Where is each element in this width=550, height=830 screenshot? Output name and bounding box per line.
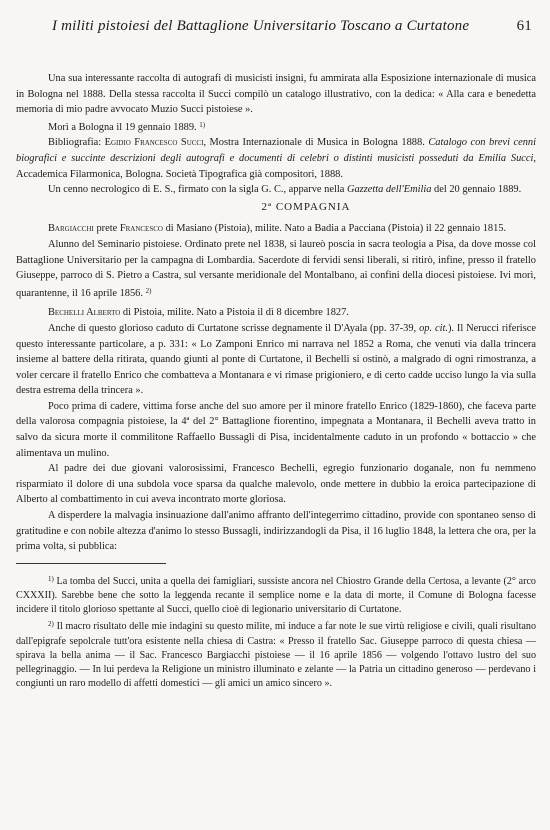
entry-bargiacchi-details: di Masiano (Pistoia), milite. Nato a Badia a Pacciana (Pistoia) il 22 gennaio 1815. [165,223,507,235]
bibliography-catalog-title: Catalogo con brevi cenni biografici e succinte descrizioni degli autografi e documenti di celebri o distinti musicisti posseduti da Emilia Succi [16,137,536,164]
entry-bechelli-rescue: Poco prima di cadere, vittima forse anche del suo amore per il minore fratello Enrico (1829-1860), che faceva parte della valorosa compagnia pistoiese, la 4ª del 2° Battaglione fiorentino, impegnata a Montanara, il Bechelli aveva tratto in salvo da sicura morte il commilitone Raffaello Bussagli di Pisa, incidentalmente caduto in un profondo « bottaccio » che alimentava un mulino. [16,400,536,459]
obituary-date: del 20 gennaio 1889. [434,184,522,196]
footnote-rule [16,563,166,564]
entry-bechelli-nerucci [16,321,536,399]
entry-bechelli-name: Bechelli Alberto [48,307,121,319]
main-text [16,71,536,555]
entry-bechelli-father: Al padre dei due giovani valorosissimi, Francesco Bechelli, egregio funzionario doganale, non fu nemmeno risparmiato il dolore di una subdola voce sparsa da qualche malevolo, onde mettere in dubbio la eroica partecipazione di Alberto al combattimento in cui aveva incontrato morte gloriosa. [16,463,536,506]
footnote-ref-2: 2) [145,286,152,295]
entry-bargiacchi-surname: Bargiacchi [48,223,94,235]
bechelli-op-cit: op. cit. [419,322,448,334]
bibliography-exhibition: , Mostra Internazionale di Musica in Bologna 1888. [203,137,425,149]
footnote-1 [16,572,536,618]
footnote-2 [16,617,536,691]
footnote-1-marker: 1) [48,574,54,583]
footnote-2-marker: 2) [48,620,54,629]
entry-bechelli-details: di Pistoia, milite. Nato a Pistoia il dì 8 dicembre 1827. [122,307,349,319]
obituary-newspaper: Gazzetta dell'Emilia [346,184,432,196]
bibliography-author: Egidio Francesco Succi [104,137,204,149]
paragraph-bibliography [16,135,536,182]
entry-bargiacchi-title: prete [96,223,118,235]
paragraph-obituary [16,182,536,198]
entry-bechelli-letter-intro: A disperdere la malvagia insinuazione dall'animo affranto dell'integerrimo cittadino, provide con spontaneo senso di gratitudine e con nobile altezza d'animo lo stesso Bussagli, indirizzandogli da Pisa, il 16 luglio 1848, la lettera che ora, per la prima volta, si pubblica: [16,510,536,553]
entry-bechelli-header [16,305,536,321]
running-head [16,18,536,35]
death-text: Morì a Bologna il 19 gennaio 1889. [48,121,197,133]
footnote-1-text: La tomba del Succi, unita a quella dei famigliari, sussiste ancora nel Chiostro Grande della Certosa, a levante (2° arco CXXXII). Sarebbe bene che sotto la leggenda recante il semplice nome e la data di morte, il Comune di Bologna facesse incidere il titolo glorioso spettante al Succi, quello cioè di legionario universitario di Curtatone. [16,575,536,616]
entry-bargiacchi-header [16,221,536,237]
running-title: I militi pistoiesi del Battaglione Universitario Toscano a Curtatone [52,18,470,34]
footnote-2-text: Il macro risultato delle mie indagini su questo milite, mi induce a far note le sue virtù religiose e civili, quali risultano dall'epigrafe sepolcrale tutt'ora esistente nella chiesa di Castra: « Presso il fratello Sac. Giuseppe parroco di questa chiesa — spirava la bella anima — il Sac. Francesco Bargiacchi pistoiese — il 16 aprile 1856 — volgendo l'ottavo lustro del suo pellegrinaggio. — In lui perdeva la Religione un ministro illuminato e zelante — la Patria un cittadino generoso — perdevano i congiunti un raro modello di affetti domestici — gli amici un amico sincero ». [16,621,536,690]
bibliography-publisher: , Accademica Filarmonica, Bologna. Società Tipografica già compositori, 1888. [16,152,536,180]
bibliography-label: Bibliografia: [48,137,102,149]
obituary-text: Un cenno necrologico di E. S., firmato con la sigla G. C., apparve nella [48,184,345,196]
bechelli-nerucci-quote: ). Il Nerucci riferisce questo interessante particolare, a p. 331: « Lo Zamponi Enrico mi narrava nel 1852 a Roma, che venuti via dalla trincera insieme al battere della ritirata, quando giunti al ponte di Curtatone, il Bechelli si ostinò, a malgrado di ogni rimostranza, a voler cercare il fratello Enrico che combatteva a Montanara e vi rimase prigioniero, e di certo cadde ucciso lungo la via sulla destra estrema della trincera ». [16,322,536,397]
bechelli-dayala-text: Anche di questo glorioso caduto di Curtatone scrisse degnamente il D'Ayala (pp. 37-39, [48,322,417,334]
page-number: 61 [516,18,532,34]
footnotes [16,572,536,692]
entry-bargiacchi-text: Alunno del Seminario pistoiese. Ordinato prete nel 1838, si laureò poscia in sacra teologia a Pisa, da dove mosse col Battaglione Universitario per la campagna di Lombardia. Sacerdote di fervidi sensi liberali, si ritirò, infine, presso il fratello Giuseppe, parroco di S. Pietro a Castra, sul versante meridionale del Montalbano, ai confini della diocesi pistoiese. Ivi morì, quarantenne, il 16 aprile 1856. [16,238,536,299]
paragraph-death [16,118,536,136]
section-heading: 2ª COMPAGNIA [261,200,351,213]
entry-bargiacchi-body [16,237,536,301]
footnote-ref-1: 1) [199,120,206,129]
paragraph-autographs: Una sua interessante raccolta di autografi di musicisti insigni, fu ammirata alla Esposizione internazionale di musica in Bologna nel 1888. Della stessa raccolta il Succi compilò un catalogo illustrativo, con la dedica: « Alla cara e benedetta memoria di mio padre avvocato Muzio Succi pistoiese ». [16,73,536,116]
entry-bargiacchi-forename: Francesco [119,223,163,235]
